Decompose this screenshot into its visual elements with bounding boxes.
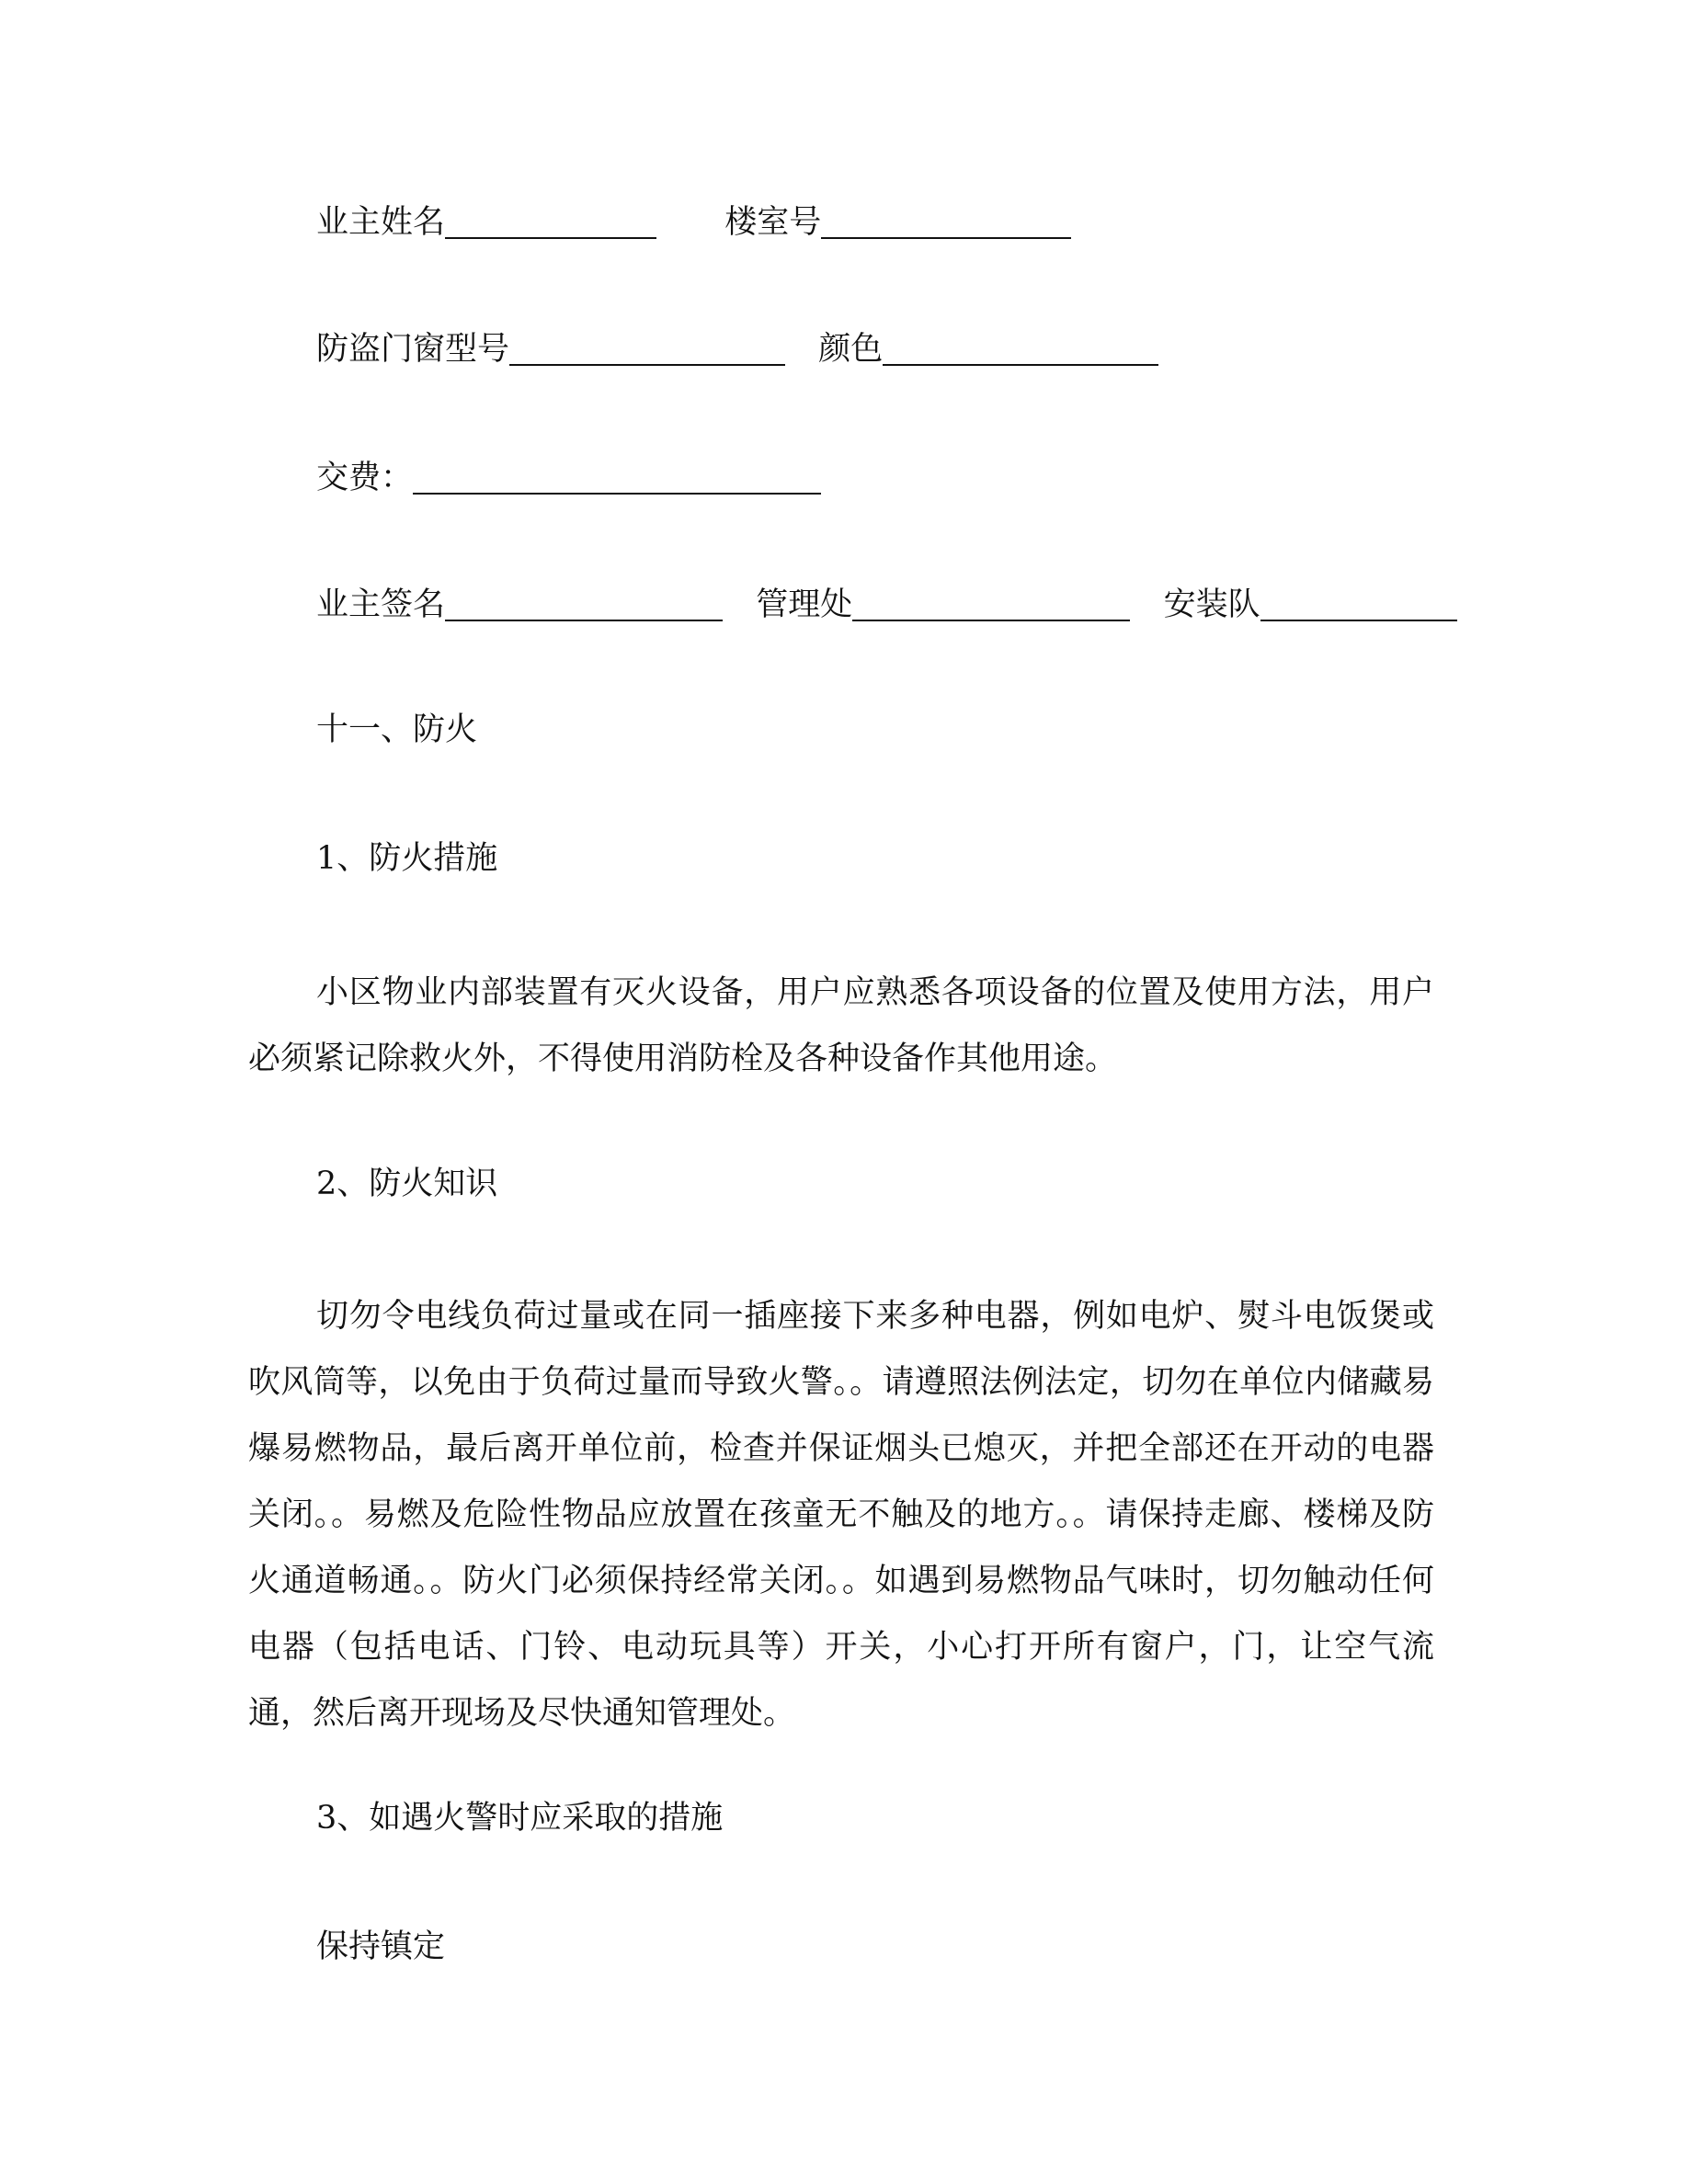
item1-heading: 1、防火措施 bbox=[316, 840, 498, 877]
install-team-label: 安装队 bbox=[1163, 586, 1260, 623]
item3-text: 保持镇定 bbox=[316, 1928, 446, 1965]
item2-paragraph: 切勿令电线负荷过量或在同一插座接下来多种电器，例如电炉、熨斗电饭煲或吹风筒等，以免由于负荷过量而导致火警。。请遵照法例法定，切勿在单位内储藏易爆易燃物品，最后离开单位前，检查并保证烟头已熄灭，并把全部还在开动的电器关闭。。易燃及危险性物品应放置在孩童无不触及的地方。。请保持走廊、楼梯及防火通道畅通。。防火门必须保持经常关闭。。如遇到易燃物品气味时，切勿触动任何电器（包括电话、门铃、电动玩具等）开关，小心打开所有窗户，门，让空气流通，然后离开现场及尽快通知管理处。 bbox=[248, 1298, 1434, 1732]
owner-name-label: 业主姓名 bbox=[316, 204, 446, 241]
room-no-label: 楼室号 bbox=[724, 204, 822, 241]
install-team-sign-field[interactable] bbox=[1260, 583, 1457, 621]
door-model-field[interactable] bbox=[509, 327, 785, 366]
management-sign-field[interactable] bbox=[852, 583, 1130, 621]
form-row-door bbox=[316, 327, 1158, 370]
color-label: 颜色 bbox=[818, 331, 884, 368]
item3-heading: 3、如遇火警时应采取的措施 bbox=[316, 1800, 724, 1837]
owner-name-field[interactable] bbox=[445, 200, 656, 239]
form-row-owner bbox=[316, 200, 1071, 243]
door-model-label: 防盗门窗型号 bbox=[316, 331, 510, 368]
room-no-field[interactable] bbox=[821, 200, 1071, 239]
color-field[interactable] bbox=[883, 327, 1158, 366]
management-label: 管理处 bbox=[756, 586, 853, 623]
owner-sign-label: 业主签名 bbox=[316, 586, 446, 623]
form-row-fee bbox=[316, 456, 821, 498]
section-title: 十一、防火 bbox=[316, 711, 478, 748]
item2-heading: 2、防火知识 bbox=[316, 1166, 498, 1202]
fee-field[interactable] bbox=[413, 456, 821, 495]
item1-paragraph: 小区物业内部装置有灭火设备，用户应熟悉各项设备的位置及使用方法，用户必须紧记除救火外，不得使用消防栓及各种设备作其他用途。 bbox=[248, 974, 1434, 1077]
form-row-signatures bbox=[316, 583, 1457, 625]
owner-sign-field[interactable] bbox=[445, 583, 723, 621]
fee-label: 交费： bbox=[316, 460, 414, 496]
